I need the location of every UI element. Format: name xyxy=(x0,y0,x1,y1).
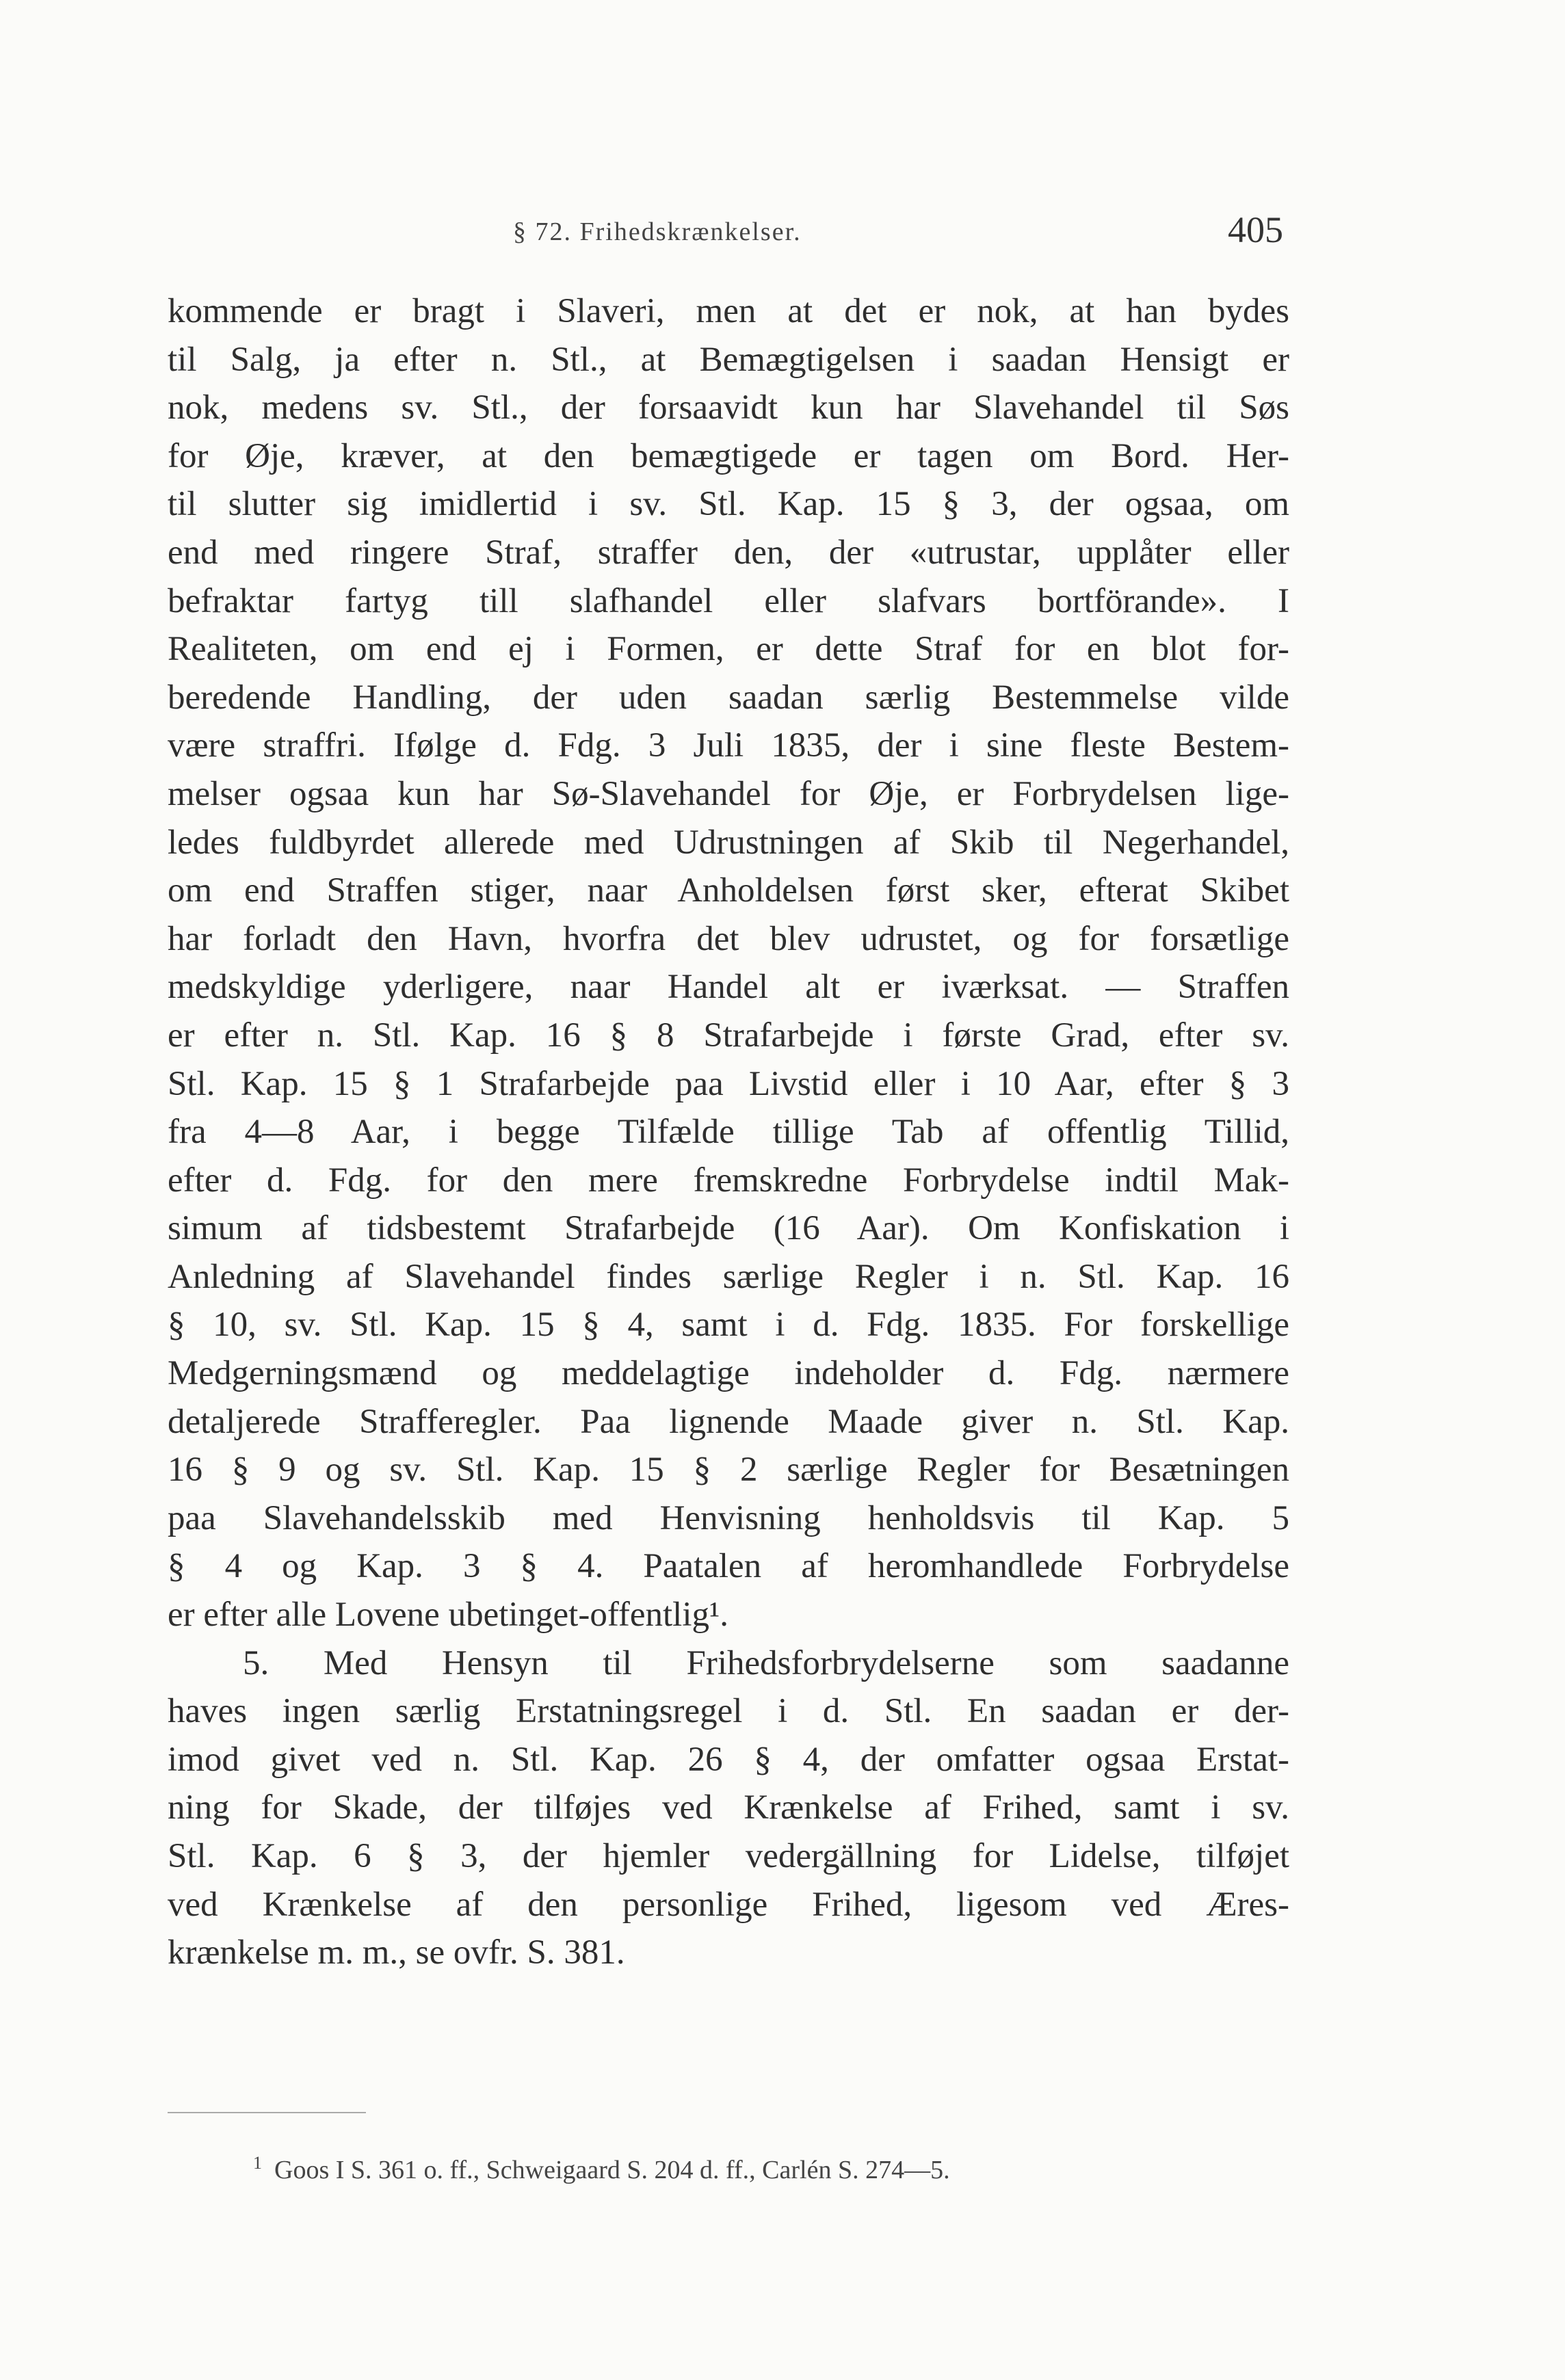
text-line: være straffri. Ifølge d. Fdg. 3 Juli 1835, der i sine fleste Bestem- xyxy=(168,726,1289,765)
text-line: til Salg, ja efter n. Stl., at Bemægtigelsen i saadan Hensigt er xyxy=(168,340,1289,379)
text-line: beredende Handling, der uden saadan særlig Bestemmelse vilde xyxy=(168,678,1289,717)
text-line: er efter alle Lovene ubetinget-offentlig¹. xyxy=(168,1596,729,1635)
text-line: fra 4—8 Aar, i begge Tilfælde tillige Tab af offentlig Tillid, xyxy=(168,1113,1289,1152)
body-text xyxy=(168,287,1289,1977)
text-line: paa Slavehandelsskib med Henvisning henholdsvis til Kap. 5 xyxy=(168,1498,1289,1537)
text-line: simum af tidsbestemt Strafarbejde (16 Aar). Om Konfiskation i xyxy=(168,1209,1289,1248)
text-line: efter d. Fdg. for den mere fremskredne Forbrydelse indtil Mak- xyxy=(168,1161,1289,1200)
text-line: kommende er bragt i Slaveri, men at det er nok, at han bydes xyxy=(168,292,1289,330)
text-line: om end Straffen stiger, naar Anholdelsen først sker, efterat Skibet xyxy=(168,871,1289,910)
text-line: imod givet ved n. Stl. Kap. 26 § 4, der omfatter ogsaa Erstat- xyxy=(168,1740,1289,1779)
text-line: har forladt den Havn, hvorfra det blev udrustet, og for forsætlige xyxy=(168,919,1289,958)
text-line: § 10, sv. Stl. Kap. 15 § 4, samt i d. Fdg. 1835. For forskellige xyxy=(168,1306,1289,1345)
footnote-marker: 1 xyxy=(253,2153,262,2173)
text-line: Stl. Kap. 6 § 3, der hjemler vedergällning for Lidelse, tilføjet xyxy=(168,1837,1289,1875)
text-line: Stl. Kap. 15 § 1 Strafarbejde paa Livstid eller i 10 Aar, efter § 3 xyxy=(168,1064,1289,1103)
text-line: nok, medens sv. Stl., der forsaavidt kun har Slavehandel til Søs xyxy=(168,388,1289,427)
text-line: end med ringere Straf, straffer den, der «utrustar, upplåter eller xyxy=(168,533,1289,572)
text-line: ning for Skade, der tilføjes ved Krænkelse af Frihed, samt i sv. xyxy=(168,1788,1289,1827)
text-line: ved Krænkelse af den personlige Frihed, ligesom ved Æres- xyxy=(168,1885,1289,1924)
text-line: til slutter sig imidlertid i sv. Stl. Kap. 15 § 3, der ogsaa, om xyxy=(168,485,1289,524)
text-line: for Øje, kræver, at den bemægtigede er tagen om Bord. Her- xyxy=(168,436,1289,475)
text-line: Anledning af Slavehandel findes særlige Regler i n. Stl. Kap. 16 xyxy=(168,1257,1289,1296)
paragraph-start-line: 5. Med Hensyn til Frihedsforbrydelserne som saadanne xyxy=(243,1643,1289,1682)
text-line: er efter n. Stl. Kap. 16 § 8 Strafarbejde i første Grad, efter sv. xyxy=(168,1016,1289,1055)
text-line: medskyldige yderligere, naar Handel alt er iværksat. — Straffen xyxy=(168,968,1289,1007)
footnote xyxy=(253,2153,950,2185)
text-line: § 4 og Kap. 3 § 4. Paatalen af heromhandlede Forbrydelse xyxy=(168,1547,1289,1586)
text-line: ledes fuldbyrdet allerede med Udrustningen af Skib til Negerhandel, xyxy=(168,823,1289,862)
footnote-divider xyxy=(168,2112,366,2113)
text-line: Medgerningsmænd og meddelagtige indeholder d. Fdg. nærmere xyxy=(168,1354,1289,1393)
text-line: befraktar fartyg till slafhandel eller slafvars bortförande». I xyxy=(168,581,1289,620)
text-line: Realiteten, om end ej i Formen, er dette Straf for en blot for- xyxy=(168,630,1289,669)
footnote-text: Goos I S. 361 o. ff., Schweigaard S. 204 d. ff., Carlén S. 274—5. xyxy=(274,2156,950,2184)
page-header xyxy=(0,209,1565,263)
running-head: § 72. Frihedskrænkelser. xyxy=(513,217,802,246)
text-line: haves ingen særlig Erstatningsregel i d. Stl. En saadan er der- xyxy=(168,1692,1289,1731)
text-line: 16 § 9 og sv. Stl. Kap. 15 § 2 særlige Regler for Besætningen xyxy=(168,1451,1289,1490)
text-line: krænkelse m. m., se ovfr. S. 381. xyxy=(168,1933,625,1972)
text-line: detaljerede Strafferegler. Paa lignende Maade giver n. Stl. Kap. xyxy=(168,1402,1289,1441)
text-line: melser ogsaa kun har Sø-Slavehandel for Øje, er Forbrydelsen lige- xyxy=(168,774,1289,813)
page-number: 405 xyxy=(1228,209,1283,250)
